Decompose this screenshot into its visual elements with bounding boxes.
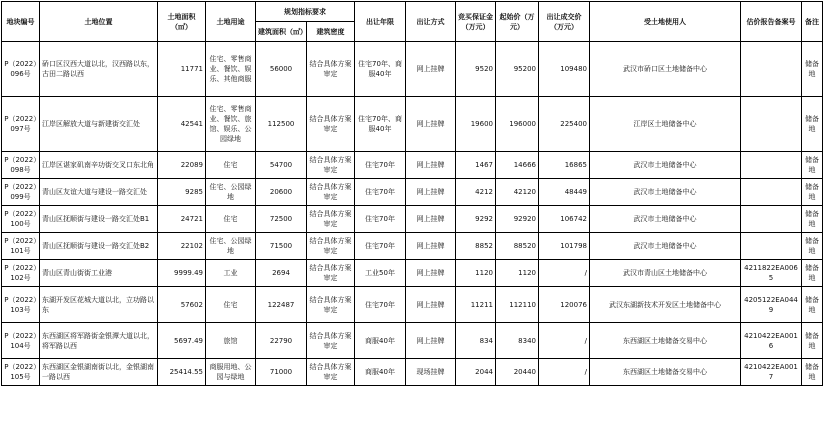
cell-final-price: / [539, 323, 590, 359]
table-row [2, 323, 823, 359]
header-density: 建筑密度 [307, 22, 355, 42]
cell-deposit: 1120 [456, 260, 496, 287]
cell-deposit: 2044 [456, 359, 496, 386]
cell-location: 东西湖区将军路街金银潭大道以北，将军路以西 [40, 323, 158, 359]
table-row [2, 287, 823, 323]
cell-area: 9999.49 [158, 260, 206, 287]
cell-method: 网上挂牌 [406, 287, 456, 323]
cell-deposit: 19600 [456, 97, 496, 152]
cell-area: 42541 [158, 97, 206, 152]
table-row [2, 97, 823, 152]
cell-user: 武汉市土地储备中心 [590, 152, 741, 179]
cell-remark: 储备地 [802, 206, 823, 233]
cell-deposit: 834 [456, 323, 496, 359]
cell-user: 武汉市青山区土地储备中心 [590, 260, 741, 287]
table-row [2, 260, 823, 287]
cell-user: 武汉市土地储备中心 [590, 233, 741, 260]
cell-remark: 储备地 [802, 233, 823, 260]
cell-years: 住宅70年 [355, 206, 406, 233]
cell-density: 结合具体方案审定 [307, 97, 355, 152]
cell-remark: 储备地 [802, 97, 823, 152]
cell-location: 江岸区谌家矶南辛功街交叉口东北角 [40, 152, 158, 179]
cell-years: 工业50年 [355, 260, 406, 287]
header-record-no: 估价报告备案号 [741, 2, 802, 42]
cell-method: 网上挂牌 [406, 42, 456, 97]
cell-area: 25414.55 [158, 359, 206, 386]
header-planning: 规划指标要求 [256, 2, 355, 22]
cell-remark: 储备地 [802, 359, 823, 386]
cell-deposit: 8852 [456, 233, 496, 260]
table-row [2, 42, 823, 97]
header-start-price: 起始价（万元） [496, 2, 539, 42]
cell-record-no: 4205122EA0449 [741, 287, 802, 323]
cell-years: 住宅70年 [355, 179, 406, 206]
cell-final-price: 106742 [539, 206, 590, 233]
cell-years: 住宅70年 [355, 287, 406, 323]
cell-user: 武汉市土地储备中心 [590, 179, 741, 206]
cell-build-area: 122487 [256, 287, 307, 323]
header-deposit: 竞买保证金（万元） [456, 2, 496, 42]
cell-build-area: 2694 [256, 260, 307, 287]
cell-area: 5697.49 [158, 323, 206, 359]
header-years: 出让年限 [355, 2, 406, 42]
cell-remark: 储备地 [802, 287, 823, 323]
cell-start-price: 42120 [496, 179, 539, 206]
cell-parcel-no: P（2022）102号 [2, 260, 40, 287]
cell-remark: 储备地 [802, 179, 823, 206]
cell-user: 武汉市硚口区土地储备中心 [590, 42, 741, 97]
cell-start-price: 1120 [496, 260, 539, 287]
cell-area: 11771 [158, 42, 206, 97]
cell-build-area: 71000 [256, 359, 307, 386]
cell-method: 网上挂牌 [406, 323, 456, 359]
header-remark: 备注 [802, 2, 823, 42]
cell-remark: 储备地 [802, 260, 823, 287]
header-method: 出让方式 [406, 2, 456, 42]
cell-area: 22102 [158, 233, 206, 260]
cell-remark: 储备地 [802, 323, 823, 359]
cell-location: 东湖开发区花城大道以北，立功路以东 [40, 287, 158, 323]
cell-parcel-no: P（2022）105号 [2, 359, 40, 386]
cell-density: 结合具体方案审定 [307, 287, 355, 323]
header-final-price: 出让成交价（万元） [539, 2, 590, 42]
cell-years: 住宅70年、商服40年 [355, 42, 406, 97]
cell-user: 江岸区土地储备中心 [590, 97, 741, 152]
cell-density: 结合具体方案审定 [307, 260, 355, 287]
cell-start-price: 95200 [496, 42, 539, 97]
cell-final-price: / [539, 359, 590, 386]
cell-user: 东西湖区土地储备交易中心 [590, 323, 741, 359]
cell-remark: 储备地 [802, 152, 823, 179]
cell-use: 住宅 [206, 206, 256, 233]
header-area: 土地面积（㎡） [158, 2, 206, 42]
cell-start-price: 88520 [496, 233, 539, 260]
table-row [2, 233, 823, 260]
cell-final-price: 109480 [539, 42, 590, 97]
cell-location: 青山区抚顺街与建设一路交汇处B1 [40, 206, 158, 233]
cell-years: 商服40年 [355, 359, 406, 386]
header-use: 土地用途 [206, 2, 256, 42]
cell-user: 东西湖区土地储备交易中心 [590, 359, 741, 386]
cell-build-area: 112500 [256, 97, 307, 152]
cell-final-price: 16865 [539, 152, 590, 179]
cell-build-area: 72500 [256, 206, 307, 233]
cell-start-price: 20440 [496, 359, 539, 386]
table-row [2, 359, 823, 386]
cell-use: 住宅、零售商业、餐饮、娱乐、其他商服 [206, 42, 256, 97]
cell-location: 东西湖区金银湖南街以北，金银湖南一路以西 [40, 359, 158, 386]
table-row [2, 152, 823, 179]
cell-density: 结合具体方案审定 [307, 359, 355, 386]
cell-user: 武汉东湖新技术开发区土地储备中心 [590, 287, 741, 323]
cell-method: 网上挂牌 [406, 97, 456, 152]
cell-deposit: 1467 [456, 152, 496, 179]
cell-method: 网上挂牌 [406, 260, 456, 287]
cell-record-no [741, 179, 802, 206]
cell-density: 结合具体方案审定 [307, 323, 355, 359]
cell-area: 57602 [158, 287, 206, 323]
cell-record-no [741, 97, 802, 152]
header-build-area: 建筑面积（㎡） [256, 22, 307, 42]
cell-deposit: 4212 [456, 179, 496, 206]
cell-location: 硚口区汉西大道以北，汉西路以东，古田二路以西 [40, 42, 158, 97]
cell-area: 24721 [158, 206, 206, 233]
cell-build-area: 20600 [256, 179, 307, 206]
cell-parcel-no: P（2022）096号 [2, 42, 40, 97]
cell-method: 现场挂牌 [406, 359, 456, 386]
cell-parcel-no: P（2022）104号 [2, 323, 40, 359]
cell-final-price: 225400 [539, 97, 590, 152]
cell-parcel-no: P（2022）099号 [2, 179, 40, 206]
cell-years: 住宅70年 [355, 233, 406, 260]
cell-start-price: 8340 [496, 323, 539, 359]
cell-method: 网上挂牌 [406, 179, 456, 206]
header-user: 受土地使用人 [590, 2, 741, 42]
cell-parcel-no: P（2022）098号 [2, 152, 40, 179]
cell-density: 结合具体方案审定 [307, 233, 355, 260]
cell-record-no: 4210422EA0017 [741, 359, 802, 386]
cell-deposit: 11211 [456, 287, 496, 323]
header-location: 土地位置 [40, 2, 158, 42]
cell-use: 住宅、零售商业、餐饮、旅馆、娱乐、公园绿地 [206, 97, 256, 152]
cell-location: 青山区友谊大道与建设一路交汇处 [40, 179, 158, 206]
cell-record-no: 4210422EA0016 [741, 323, 802, 359]
cell-density: 结合具体方案审定 [307, 152, 355, 179]
cell-method: 网上挂牌 [406, 206, 456, 233]
cell-years: 商服40年 [355, 323, 406, 359]
cell-density: 结合具体方案审定 [307, 206, 355, 233]
cell-final-price: 120076 [539, 287, 590, 323]
cell-final-price: 48449 [539, 179, 590, 206]
cell-user: 武汉市土地储备中心 [590, 206, 741, 233]
cell-start-price: 196000 [496, 97, 539, 152]
cell-start-price: 112110 [496, 287, 539, 323]
cell-density: 结合具体方案审定 [307, 42, 355, 97]
cell-record-no [741, 233, 802, 260]
header-parcel-no: 地块编号 [2, 2, 40, 42]
cell-location: 青山区抚顺街与建设一路交汇处B2 [40, 233, 158, 260]
cell-use: 工业 [206, 260, 256, 287]
table-row [2, 179, 823, 206]
cell-deposit: 9292 [456, 206, 496, 233]
cell-build-area: 22790 [256, 323, 307, 359]
table-row [2, 206, 823, 233]
cell-deposit: 9520 [456, 42, 496, 97]
cell-location: 青山区青山街街工业港 [40, 260, 158, 287]
cell-start-price: 14666 [496, 152, 539, 179]
cell-build-area: 56000 [256, 42, 307, 97]
cell-final-price: / [539, 260, 590, 287]
cell-area: 9285 [158, 179, 206, 206]
cell-final-price: 101798 [539, 233, 590, 260]
cell-use: 旅馆 [206, 323, 256, 359]
cell-parcel-no: P（2022）097号 [2, 97, 40, 152]
cell-use: 住宅 [206, 152, 256, 179]
land-parcel-table [1, 1, 823, 386]
cell-use: 住宅 [206, 287, 256, 323]
cell-method: 网上挂牌 [406, 233, 456, 260]
cell-record-no [741, 42, 802, 97]
cell-record-no: 4211822EA0065 [741, 260, 802, 287]
cell-start-price: 92920 [496, 206, 539, 233]
cell-location: 江岸区解放大道与新建街交汇处 [40, 97, 158, 152]
cell-use: 住宅、公园绿地 [206, 179, 256, 206]
cell-years: 住宅70年 [355, 152, 406, 179]
cell-years: 住宅70年、商服40年 [355, 97, 406, 152]
cell-method: 网上挂牌 [406, 152, 456, 179]
cell-parcel-no: P（2022）103号 [2, 287, 40, 323]
cell-record-no [741, 152, 802, 179]
cell-build-area: 54700 [256, 152, 307, 179]
cell-parcel-no: P（2022）101号 [2, 233, 40, 260]
cell-build-area: 71500 [256, 233, 307, 260]
cell-use: 商服用地、公园与绿地 [206, 359, 256, 386]
cell-record-no [741, 206, 802, 233]
cell-use: 住宅、公园绿地 [206, 233, 256, 260]
cell-area: 22089 [158, 152, 206, 179]
cell-parcel-no: P（2022）100号 [2, 206, 40, 233]
cell-density: 结合具体方案审定 [307, 179, 355, 206]
cell-remark: 储备地 [802, 42, 823, 97]
